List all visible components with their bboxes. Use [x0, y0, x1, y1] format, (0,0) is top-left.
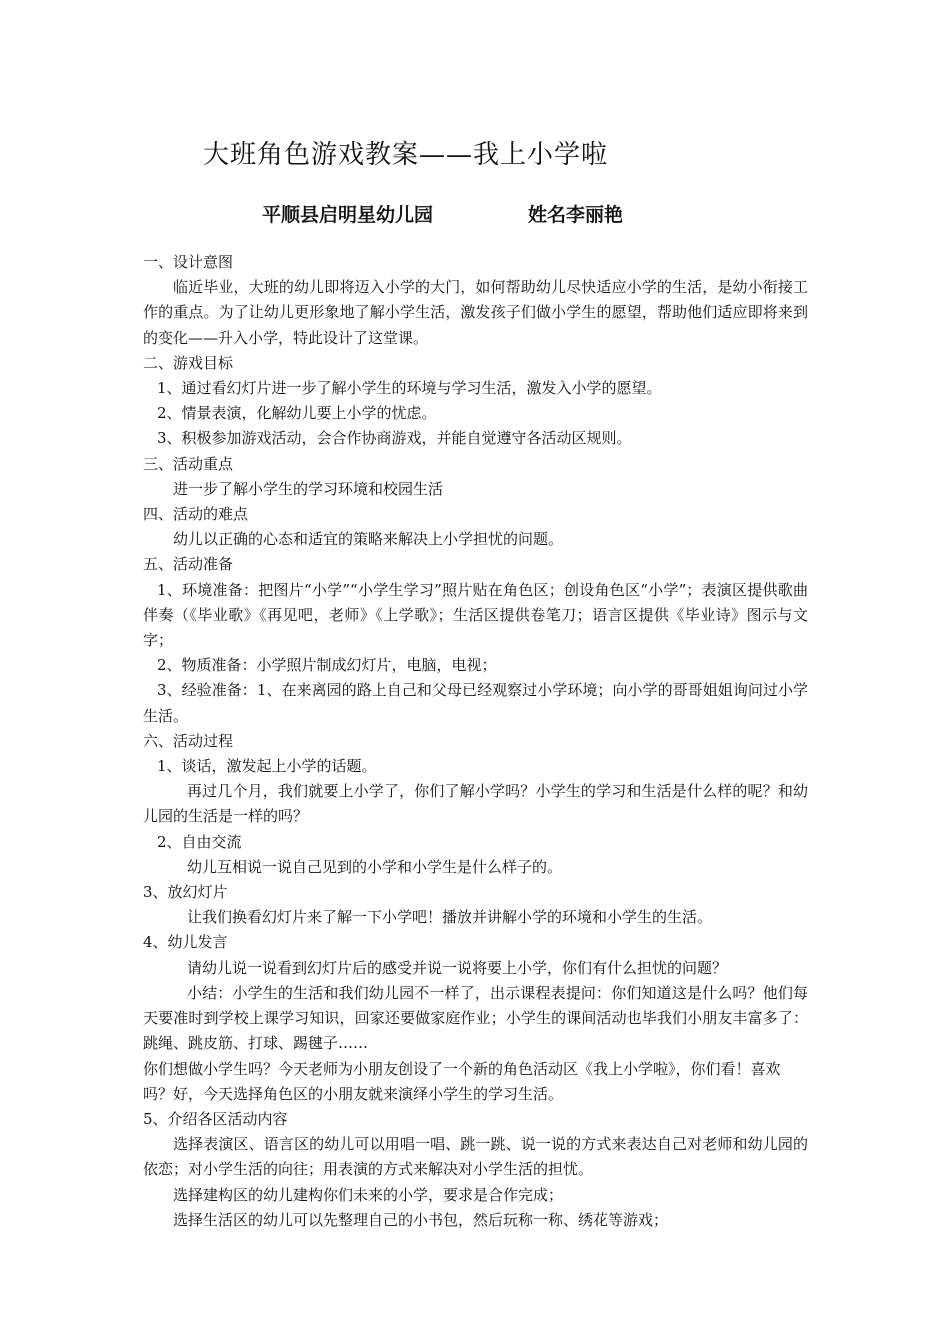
paragraph: 选择表演区、语言区的幼儿可以用唱一唱、跳一跳、说一说的方式来表达自己对老师和幼儿园的依恋；对小学生活的向往；用表演的方式来解决对小学生活的担忧。	[143, 1135, 808, 1179]
paragraph: 让我们换看幻灯片来了解一下小学吧！播放并讲解小学的环境和小学生的生活。	[187, 908, 713, 927]
list-item: 2、自由交流	[157, 832, 242, 851]
section-heading: 一、设计意图	[143, 253, 234, 271]
section-heading: 五、活动准备	[143, 555, 234, 574]
list-item: 3、放幻灯片	[143, 883, 228, 902]
list-item: 1、环境准备：把图片“小学”“小学生学习”照片贴在角色区；创设角色区“小学”；表演区提供歌曲伴奏（《毕业歌》《再见吧，老师》《上学歌》；生活区提供卷笔刀；语言区提供《毕业诗》图示与文字；	[143, 580, 808, 650]
paragraph: 请幼儿说一说看到幻灯片后的感受并说一说将要上小学，你们有什么担忧的问题？	[187, 958, 728, 977]
paragraph: 进一步了解小学生的学习环境和校园生活	[173, 479, 444, 498]
paragraph: 选择生活区的幼儿可以先整理自己的小书包，然后玩称一称、绣花等游戏；	[173, 1210, 669, 1229]
paragraph: 选择建构区的幼儿建构你们未来的小学，要求是合作完成；	[173, 1185, 564, 1204]
paragraph: 临近毕业，大班的幼儿即将迈入小学的大门，如何帮助幼儿尽快适应小学的生活，是幼小衔接工作的重点。为了让幼儿更形象地了解小学生活，激发孩子们做小学生的愿望，帮助他们适应即将来到的变化——升入小学，特此设计了这堂课。	[143, 278, 808, 347]
section-heading: 三、活动重点	[143, 454, 234, 473]
list-item: 2、物质准备：小学照片制成幻灯片，电脑，电视；	[157, 656, 497, 675]
list-item: 4、幼儿发言	[143, 933, 228, 952]
list-item: 1、谈话，激发起上小学的话题。	[157, 757, 377, 776]
list-item: 2、情景表演，化解幼儿要上小学的忧虑。	[157, 404, 437, 423]
paragraph: 幼儿互相说一说自己见到的小学和小学生是什么样子的。	[187, 857, 563, 876]
section-heading: 四、活动的难点	[143, 505, 249, 524]
paragraph: 你们想做小学生吗？今天老师为小朋友创设了一个新的角色活动区《我上小学啦》，你们看！喜欢吗？好，今天选择角色区的小朋友就来演绎小学生的学习生活。	[143, 1059, 781, 1103]
paragraph: 小结：小学生的生活和我们幼儿园不一样了，出示课程表提问：你们知道这是什么吗？他们每天要准时到学校上课学习知识，回家还要做家庭作业；小学生的课间活动也毕我们小朋友丰富多了：跳绳、跳皮筋、打球、踢毽子……	[143, 983, 808, 1053]
author-name: 姓名李丽艳	[528, 204, 624, 226]
list-item: 3、积极参加游戏活动，会合作协商游戏，并能自觉遵守各活动区规则。	[157, 429, 632, 448]
list-item: 3、经验准备：1、在来离园的路上自己和父母已经观察过小学环境；向小学的哥哥姐姐询问过小学生活。	[143, 681, 808, 725]
document-title: 大班角色游戏教案——我上小学啦	[203, 140, 609, 170]
document-body	[143, 250, 808, 1233]
section-heading: 六、活动过程	[143, 731, 234, 750]
list-item: 5、介绍各区活动内容	[143, 1109, 288, 1128]
section-heading: 二、游戏目标	[143, 353, 234, 372]
paragraph: 再过几个月，我们就要上小学了，你们了解小学吗？小学生的学习和生活是什么样的呢？和幼儿园的生活是一样的吗？	[143, 782, 808, 826]
list-item: 1、通过看幻灯片进一步了解小学生的环境与学习生活，激发入小学的愿望。	[157, 379, 662, 398]
school-name: 平顺县启明星幼儿园	[262, 204, 434, 226]
paragraph: 幼儿以正确的心态和适宜的策略来解决上小学担忧的问题。	[173, 530, 564, 549]
